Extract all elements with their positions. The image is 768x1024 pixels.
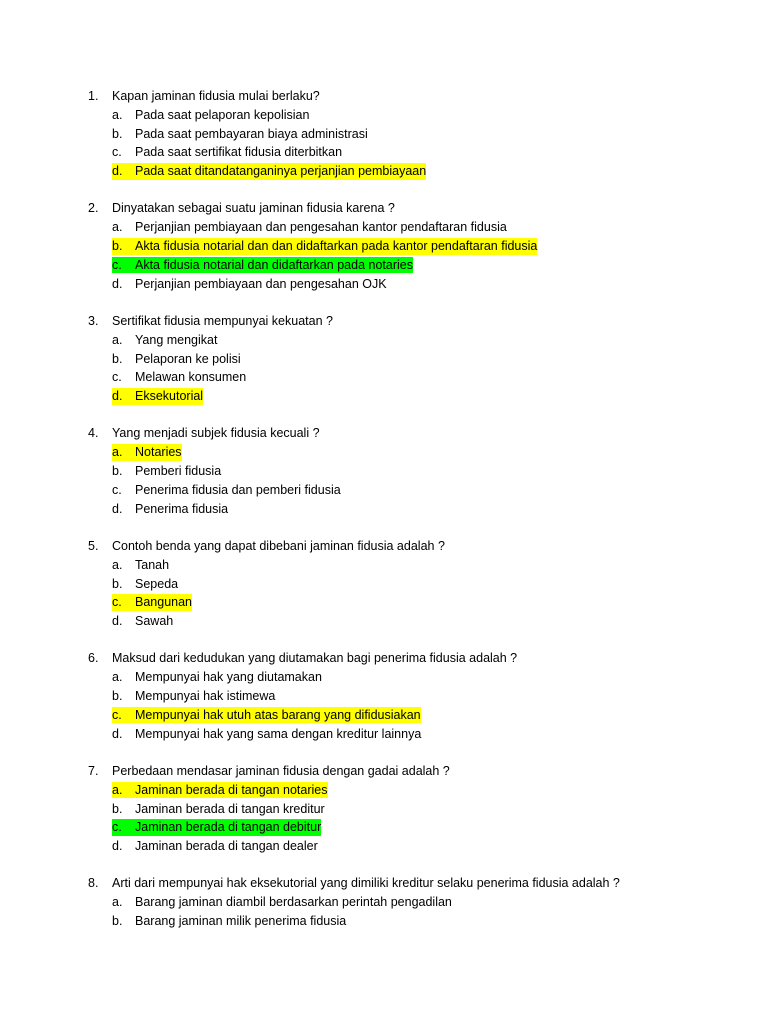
option-line	[0, 912, 768, 931]
option-text: Jaminan berada di tangan kreditur	[135, 801, 325, 816]
option-text: Yang mengikat	[135, 332, 218, 347]
answer-option-highlighted	[112, 238, 537, 255]
option-text: Sawah	[135, 614, 174, 629]
option-text: Sepeda	[135, 576, 179, 591]
option-letter: a.	[112, 670, 123, 685]
option-text: Pemberi fidusia	[135, 464, 222, 479]
answer-option-highlighted	[112, 594, 192, 611]
question-line	[0, 537, 768, 556]
option-line	[0, 800, 768, 819]
question-line	[0, 312, 768, 331]
answer-option-highlighted	[112, 444, 182, 461]
question-line	[0, 87, 768, 106]
option-text: Mempunyai hak yang diutamakan	[135, 670, 322, 685]
option-letter: b.	[112, 464, 123, 479]
question-text: Kapan jaminan fidusia mulai berlaku?	[112, 89, 320, 103]
question-number: 1.	[88, 89, 99, 103]
option-text: Akta fidusia notarial dan dan didaftarkan pada kantor pendaftaran fidusia	[135, 239, 538, 254]
option-letter: c.	[112, 145, 122, 160]
option-line	[0, 275, 768, 294]
option-line	[0, 443, 768, 462]
option-text: Penerima fidusia	[135, 501, 229, 516]
answer-option-highlighted	[112, 257, 413, 274]
option-letter: c.	[112, 595, 122, 610]
answer-option	[112, 369, 246, 386]
question-text: Contoh benda yang dapat dibebani jaminan fidusia adalah ?	[112, 538, 445, 553]
question-text: Dinyatakan sebagai suatu jaminan fidusia karena ?	[112, 201, 395, 216]
option-text: Pada saat pembayaran biaya administrasi	[135, 126, 368, 141]
option-text: Akta fidusia notarial dan didaftarkan pada notaries	[135, 257, 413, 272]
option-letter: a.	[112, 782, 123, 797]
option-letter: b.	[112, 126, 123, 141]
question-line	[0, 762, 768, 781]
option-line	[0, 781, 768, 800]
answer-option	[112, 726, 421, 743]
option-letter: b.	[112, 239, 123, 254]
option-line	[0, 143, 768, 162]
option-line	[0, 462, 768, 481]
question-number: 2.	[88, 201, 99, 216]
option-letter: a.	[112, 557, 123, 572]
answer-option	[112, 351, 241, 368]
question-3	[0, 312, 768, 406]
option-letter: a.	[112, 107, 123, 122]
option-line	[0, 368, 768, 387]
question-document	[0, 87, 768, 949]
question-text: Arti dari mempunyai hak eksekutorial yang dimiliki kreditur selaku penerima fidusia adalah ?	[112, 876, 620, 891]
question-8	[0, 874, 768, 930]
question-line	[0, 424, 768, 443]
question-text: Maksud dari kedudukan yang diutamakan bagi penerima fidusia adalah ?	[112, 651, 518, 666]
option-text: Barang jaminan milik penerima fidusia	[135, 913, 347, 928]
question-line	[0, 874, 768, 893]
answer-option	[112, 838, 318, 855]
question-5	[0, 537, 768, 631]
option-line	[0, 893, 768, 912]
answer-option-highlighted	[112, 388, 203, 405]
option-text: Mempunyai hak yang sama dengan kreditur lainnya	[135, 726, 422, 741]
option-letter: c.	[112, 257, 122, 272]
answer-option	[112, 107, 309, 124]
answer-option	[112, 557, 169, 574]
option-text: Eksekutorial	[135, 389, 204, 404]
option-letter: a.	[112, 332, 123, 347]
option-line	[0, 237, 768, 256]
question-text: Sertifikat fidusia mempunyai kekuatan ?	[112, 313, 333, 328]
answer-option	[112, 913, 346, 930]
option-text: Melawan konsumen	[135, 370, 247, 385]
answer-option	[112, 669, 322, 686]
answer-option	[112, 894, 452, 911]
answer-option-highlighted	[112, 782, 328, 799]
option-letter: d.	[112, 614, 123, 629]
question-number: 5.	[88, 538, 99, 553]
option-text: Barang jaminan diambil berdasarkan perintah pengadilan	[135, 895, 452, 910]
option-letter: d.	[112, 839, 123, 854]
option-text: Bangunan	[135, 595, 193, 610]
option-line	[0, 256, 768, 275]
answer-option	[112, 126, 368, 143]
answer-option	[112, 576, 178, 593]
answer-option	[112, 482, 341, 499]
option-line	[0, 106, 768, 125]
question-6	[0, 649, 768, 743]
option-letter: b.	[112, 913, 123, 928]
option-line	[0, 556, 768, 575]
option-text: Perjanjian pembiayaan dan pengesahan OJK	[135, 276, 387, 291]
option-line	[0, 350, 768, 369]
option-letter: b.	[112, 351, 123, 366]
question-number: 7.	[88, 763, 99, 778]
question-7	[0, 762, 768, 856]
option-text: Perjanjian pembiayaan dan pengesahan kantor pendaftaran fidusia	[135, 220, 507, 235]
option-line	[0, 218, 768, 237]
answer-option-highlighted	[112, 819, 321, 836]
option-line	[0, 500, 768, 519]
answer-option	[112, 332, 217, 349]
option-letter: b.	[112, 801, 123, 816]
answer-option	[112, 613, 173, 630]
option-text: Pada saat ditandatanganinya perjanjian pembiayaan	[135, 164, 427, 179]
option-letter: a.	[112, 895, 123, 910]
option-letter: d.	[112, 389, 123, 404]
option-text: Notaries	[135, 445, 182, 460]
option-letter: d.	[112, 501, 123, 516]
question-text: Perbedaan mendasar jaminan fidusia dengan gadai adalah ?	[112, 763, 450, 778]
option-text: Penerima fidusia dan pemberi fidusia	[135, 482, 341, 497]
question-text: Yang menjadi subjek fidusia kecuali ?	[112, 426, 320, 441]
option-letter: d.	[112, 726, 123, 741]
option-text: Tanah	[135, 557, 170, 572]
option-text: Pelaporan ke polisi	[135, 351, 241, 366]
option-text: Pada saat pelaporan kepolisian	[135, 107, 310, 122]
option-line	[0, 818, 768, 837]
option-line	[0, 387, 768, 406]
question-line	[0, 199, 768, 218]
option-text: Jaminan berada di tangan dealer	[135, 839, 318, 854]
answer-option	[112, 688, 275, 705]
answer-option	[112, 801, 325, 818]
option-text: Mempunyai hak istimewa	[135, 689, 276, 704]
answer-option	[112, 219, 507, 236]
option-line	[0, 162, 768, 181]
question-number: 6.	[88, 651, 99, 666]
answer-option	[112, 144, 342, 161]
option-letter: d.	[112, 276, 123, 291]
option-line	[0, 706, 768, 725]
answer-option-highlighted	[112, 163, 426, 180]
option-line	[0, 612, 768, 631]
option-letter: d.	[112, 164, 123, 179]
option-letter: a.	[112, 220, 123, 235]
option-letter: c.	[112, 482, 122, 497]
option-letter: c.	[112, 820, 122, 835]
answer-option	[112, 501, 228, 518]
question-4	[0, 424, 768, 518]
option-line	[0, 687, 768, 706]
option-letter: b.	[112, 689, 123, 704]
option-letter: c.	[112, 707, 122, 722]
option-line	[0, 575, 768, 594]
option-line	[0, 331, 768, 350]
question-2	[0, 199, 768, 293]
option-letter: c.	[112, 370, 122, 385]
option-text: Mempunyai hak utuh atas barang yang difidusiakan	[135, 707, 421, 722]
question-1	[0, 87, 768, 181]
question-line	[0, 649, 768, 668]
answer-option	[112, 276, 387, 293]
answer-option	[112, 463, 221, 480]
option-text: Jaminan berada di tangan notaries	[135, 782, 328, 797]
option-line	[0, 593, 768, 612]
option-text: Pada saat sertifikat fidusia diterbitkan	[135, 145, 343, 160]
option-line	[0, 481, 768, 500]
option-letter: a.	[112, 445, 123, 460]
question-number: 4.	[88, 426, 99, 441]
option-line	[0, 668, 768, 687]
question-number: 8.	[88, 876, 99, 891]
option-letter: b.	[112, 576, 123, 591]
option-line	[0, 837, 768, 856]
option-line	[0, 725, 768, 744]
option-line	[0, 125, 768, 144]
answer-option-highlighted	[112, 707, 421, 724]
question-number: 3.	[88, 313, 99, 328]
option-text: Jaminan berada di tangan debitur	[135, 820, 322, 835]
